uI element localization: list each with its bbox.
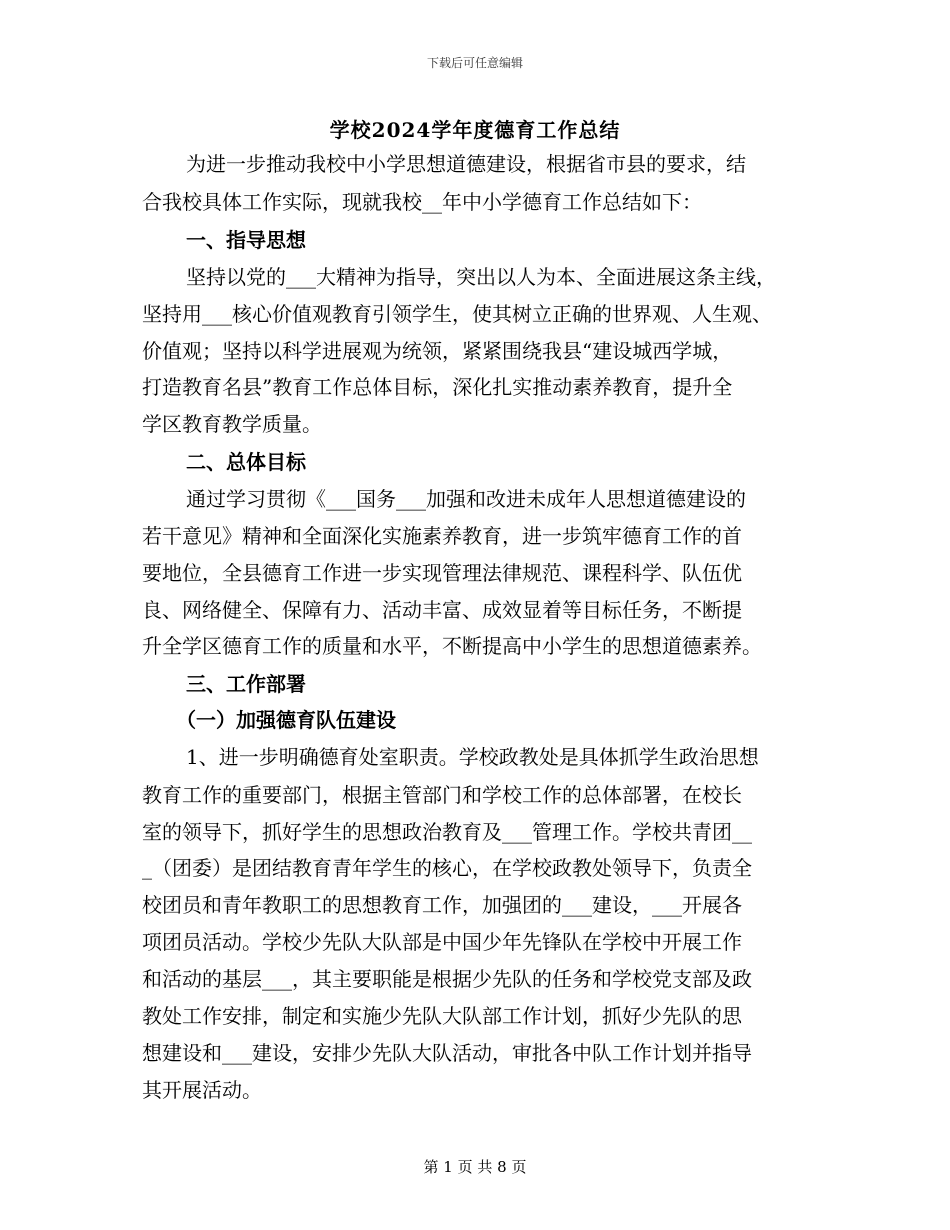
paragraph-line: 良、网络健全、保障有力、活动丰富、成效显着等目标任务，不断提 bbox=[142, 598, 742, 622]
paragraph-line: 若干意见》精神和全面深化实施素养教育，进一步筑牢德育工作的首 bbox=[142, 524, 742, 548]
paragraph-line: 坚持用___核心价值观教育引领学生，使其树立正确的世界观、人生观、 bbox=[142, 302, 772, 326]
paragraph-line: 其开展活动。 bbox=[142, 1078, 262, 1102]
paragraph-line: 升全学区德育工作的质量和水平，不断提高中小学生的思想道德素养。 bbox=[142, 634, 762, 658]
paragraph-line: 项团员活动。学校少先队大队部是中国少年先锋队在学校中开展工作 bbox=[142, 930, 742, 954]
paragraph-line: 打造教育名县”教育工作总体目标，深化扎实推动素养教育，提升全 bbox=[142, 375, 733, 399]
paragraph-line: 校团员和青年教职工的思想教育工作，加强团的___建设，___开展各 bbox=[142, 893, 742, 917]
page-number-footer: 第 1 页 共 8 页 bbox=[423, 1158, 527, 1176]
section-heading-overall-goals: 二、总体目标 bbox=[186, 450, 306, 474]
paragraph-line: 要地位，全县德育工作进一步实现管理法律规范、课程科学、队伍优 bbox=[142, 561, 742, 585]
paragraph-line: _（团委）是团结教育青年学生的核心，在学校政教处领导下，负责全 bbox=[142, 856, 752, 880]
paragraph-line: 教处工作安排，制定和实施少先队大队部工作计划，抓好少先队的思 bbox=[142, 1004, 742, 1028]
header-note: 下载后可任意编辑 bbox=[426, 56, 523, 70]
paragraph-line: 想建设和___建设，安排少先队大队活动，审批各中队工作计划并指导 bbox=[142, 1041, 752, 1065]
paragraph-line: 教育工作的重要部门，根据主管部门和学校工作的总体部署，在校长 bbox=[142, 783, 742, 807]
paragraph-line: 和活动的基层___，其主要职能是根据少先队的任务和学校党支部及政 bbox=[142, 967, 752, 991]
paragraph-line: 1、进一步明确德育处室职责。学校政教处是具体抓学生政治思想 bbox=[186, 745, 759, 769]
section-heading-work-deployment: 三、工作部署 bbox=[186, 672, 306, 696]
section-heading-guiding-ideology: 一、指导思想 bbox=[186, 228, 306, 252]
paragraph-line: 为进一步推动我校中小学思想道德建设，根据省市县的要求，结 bbox=[186, 152, 746, 176]
paragraph-line: 价值观；坚持以科学进展观为统领，紧紧围绕我县“建设城西学城， bbox=[142, 339, 733, 363]
paragraph-line: 通过学习贯彻《___国务___加强和改进未成年人思想道德建设的 bbox=[186, 487, 746, 511]
document-title: 学校2024学年度德育工作总结 bbox=[329, 118, 621, 142]
paragraph-line: 坚持以党的___大精神为指导，突出以人为本、全面进展这条主线， bbox=[186, 265, 776, 289]
paragraph-line: 合我校具体工作实际，现就我校__年中小学德育工作总结如下： bbox=[142, 190, 702, 214]
subsection-heading: （一）加强德育队伍建设 bbox=[176, 708, 396, 732]
paragraph-line: 室的领导下，抓好学生的思想政治教育及___管理工作。学校共青团__ bbox=[142, 820, 752, 844]
paragraph-line: 学区教育教学质量。 bbox=[142, 412, 322, 436]
